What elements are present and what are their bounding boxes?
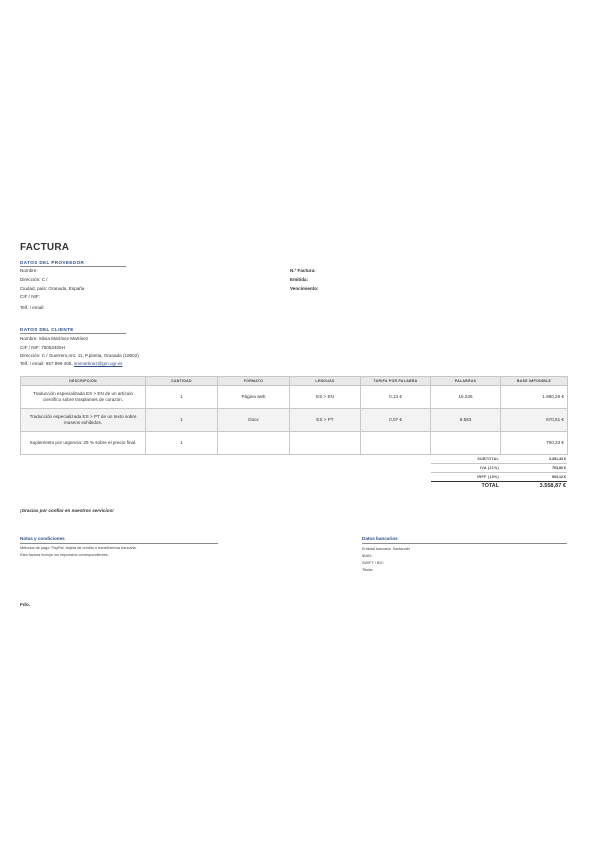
- provider-address: Dirección: C /: [20, 277, 48, 282]
- cell-format: Página web: [218, 386, 290, 409]
- total-divider: [431, 481, 567, 482]
- client-address: Dirección: C / Guerrero,nro. 11, P.planta, Granada (18002): [20, 353, 139, 358]
- items-table: [20, 376, 568, 455]
- provider-contact: Telf. / email:: [20, 305, 45, 310]
- cell-base: 1.980,29 €: [501, 386, 568, 409]
- cell-description: Suplemento por urgencia: 25 % sobre el precio final.: [21, 432, 146, 455]
- bank-rule: [362, 543, 567, 544]
- bank-iban: IBAN:: [362, 554, 372, 558]
- cell-words: 9.583: [431, 409, 501, 432]
- subtotal-value: 3.351,43 €: [549, 457, 566, 461]
- notes-rule: [20, 543, 218, 544]
- subtotal-label: SUBTOTAL: [477, 457, 499, 461]
- col-header-quantity: CANTIDAD: [146, 377, 218, 386]
- iva-value: 703,80 €: [552, 466, 566, 470]
- col-header-description: DESCRIPCIÓN: [21, 377, 146, 386]
- thanks-message: ¡Gracias por confiar en nuestros servicios!: [20, 508, 114, 513]
- irpf-label: IRPF (15%): [477, 475, 499, 479]
- cell-format: [218, 432, 290, 455]
- cell-words: [431, 432, 501, 455]
- provider-heading: DATOS DEL PROVEEDOR: [20, 260, 85, 265]
- client-cif: CIF / NIF: 75053405H: [20, 345, 65, 350]
- client-rule: [20, 333, 126, 334]
- client-heading: DATOS DEL CLIENTE: [20, 327, 74, 332]
- client-contact: [20, 361, 122, 367]
- provider-name: Nombre:: [20, 268, 38, 273]
- col-header-rate: TARIFA POR PALABRA: [361, 377, 431, 386]
- invoice-due-label: Vencimiento:: [290, 286, 319, 291]
- provider-cif: CIF / NIF:: [20, 294, 40, 299]
- cell-quantity: 1: [146, 409, 218, 432]
- cell-format: Docx: [218, 409, 290, 432]
- cell-description: Traducción especializada ES > PT de un texto sobre museos exhibidos.: [21, 409, 146, 432]
- cell-rate: [361, 432, 431, 455]
- col-header-base: BASE IMPONIBLE: [501, 377, 568, 386]
- table-row: [21, 409, 568, 432]
- bank-entity: Entidad bancaria: Santander: [362, 547, 411, 551]
- bank-heading: Datos bancarios: [362, 536, 398, 541]
- bank-holder: Titular:: [362, 568, 374, 572]
- notes-line: Esta factura incluye los impuestos correspondientes.: [20, 553, 109, 557]
- table-header-row: [21, 377, 568, 386]
- table-row: [21, 432, 568, 455]
- signature-label: Fdo.: [20, 603, 31, 608]
- cell-description: Traducción especializada ES > EN de un artículo científico sobre trasplantes de corazón.: [21, 386, 146, 409]
- bank-swift: SWIFT / BIC:: [362, 561, 385, 565]
- cell-words: 15.236: [431, 386, 501, 409]
- iva-label: IVA (21%): [480, 466, 499, 470]
- invoice-issued-label: Emitida:: [290, 277, 309, 282]
- client-name: Nombre: Silvia Martínez Martínez: [20, 336, 89, 341]
- notes-heading: Notas y condiciones: [20, 536, 65, 541]
- col-header-words: PALABRAS: [431, 377, 501, 386]
- total-label: TOTAL: [481, 483, 499, 489]
- cell-quantity: 1: [146, 432, 218, 455]
- cell-languages: ES > PT: [290, 409, 361, 432]
- client-contact-text: Telf. / email: 657 899 405,: [20, 361, 73, 366]
- cell-rate: 0,07 €: [361, 409, 431, 432]
- invoice-number-label: N.º Factura:: [290, 268, 316, 273]
- totals-divider: [431, 472, 567, 473]
- cell-languages: ES > EN: [290, 386, 361, 409]
- cell-quantity: 1: [146, 386, 218, 409]
- invoice-title: FACTURA: [20, 242, 70, 253]
- provider-rule: [20, 266, 126, 267]
- cell-languages: [290, 432, 361, 455]
- notes-line: Métodos de pago: PayPal, tarjeta de crédito o transferencia bancaria.: [20, 546, 137, 550]
- total-value: 3.558,87 €: [539, 483, 566, 489]
- col-header-format: FORMATO: [218, 377, 290, 386]
- cell-base: 700,33 €: [501, 432, 568, 455]
- provider-city: Ciudad, país: Granada, España: [20, 286, 85, 291]
- totals-divider: [431, 463, 567, 464]
- col-header-languages: LENGUAS: [290, 377, 361, 386]
- client-email-link[interactable]: smmartinez@gm.ugr.es: [73, 361, 123, 366]
- irpf-value: 503,12 €: [552, 475, 566, 479]
- table-row: [21, 386, 568, 409]
- cell-rate: 0,13 €: [361, 386, 431, 409]
- cell-base: 670,81 €: [501, 409, 568, 432]
